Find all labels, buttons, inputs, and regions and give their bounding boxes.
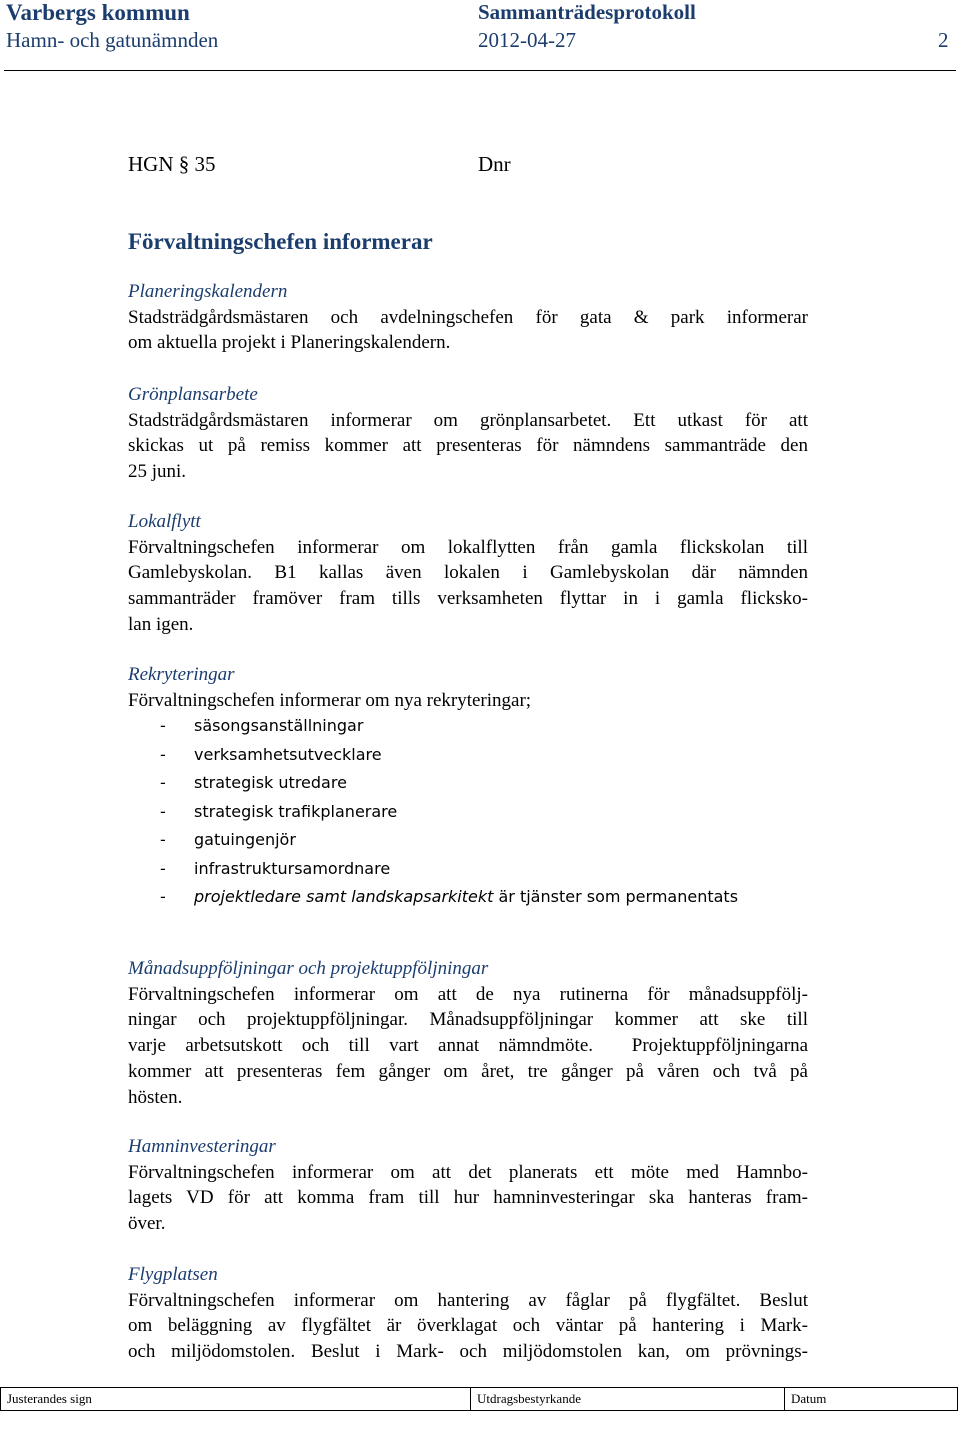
list-item: - säsongsanställningar (160, 712, 738, 741)
section-flygplatsen (128, 1262, 808, 1365)
section-manadsuppfoljningar (128, 956, 808, 1110)
list-dash: - (160, 773, 166, 792)
section-lokalflytt (128, 509, 808, 638)
paragraph-reference: HGN § 35 (128, 152, 216, 176)
body-line: Förvaltningschefen informerar om att de nya rutinerna för månadsuppfölj- (128, 983, 808, 1005)
body-line: kommer att presenteras fem gånger om året, tre gånger på våren och två på (128, 1060, 808, 1082)
section-heading: Rekryteringar (128, 664, 235, 685)
section-heading: Planeringskalendern (128, 281, 288, 302)
body-line: ningar och projektuppföljningar. Månadsuppföljningar kommer att ske till (128, 1009, 808, 1031)
document-type: Sammanträdesprotokoll (478, 0, 696, 24)
body-line: varje arbetsutskott och till vart annat nämndmöte. Projektuppföljningarna (128, 1035, 808, 1057)
section-heading: Flygplatsen (128, 1264, 218, 1285)
list-item: - verksamhetsutvecklare (160, 741, 738, 770)
body-line: Förvaltningschefen informerar om hantering av fåglar på flygfältet. Beslut (128, 1289, 808, 1311)
list-dash: - (160, 744, 166, 764)
justerandes-sign-cell: Justerandes sign (1, 1388, 471, 1410)
body-line: Förvaltningschefen informerar om att det planerats ett möte med Hamnbo- (128, 1161, 808, 1183)
list-item: - strategisk utredare (160, 769, 738, 798)
body-line: om beläggning av flygfältet är överklagat och väntar på hantering i Mark- (128, 1315, 808, 1337)
list-dash: - (160, 830, 166, 849)
body-line: och miljödomstolen. Beslut i Mark- och miljödomstolen kan, om prövnings- (128, 1341, 808, 1363)
committee-name: Hamn- och gatunämnden (6, 28, 219, 52)
body-line: sammanträder framöver fram tills verksamheten flyttar in i gamla flicksko- (128, 588, 808, 610)
organization-name: Varbergs kommun (6, 0, 190, 25)
list-dash: - (160, 858, 166, 878)
section-heading: Lokalflytt (128, 511, 201, 532)
body-line: hösten. (128, 1086, 183, 1108)
list-dash: - (160, 716, 166, 735)
dnr-label: Dnr (478, 152, 511, 176)
section-rekryteringar (128, 662, 808, 713)
recruitment-list (160, 712, 738, 912)
section-heading: Grönplansarbete (128, 384, 258, 405)
datum-cell: Datum (791, 1391, 827, 1406)
list-item: - strategisk trafikplanerare (160, 798, 738, 827)
body-line: 25 juni. (128, 461, 187, 483)
section-gronplansarbete (128, 382, 808, 485)
page-title: Förvaltningschefen informerar (128, 229, 433, 254)
section-planeringskalendern (128, 279, 808, 356)
list-dash: - (160, 801, 166, 821)
body-line: Förvaltningschefen informerar om nya rekryteringar; (128, 689, 532, 711)
section-heading: Månadsuppföljningar och projektuppföljningar (128, 958, 489, 979)
signature-footer (0, 1387, 958, 1411)
list-item: - projektledare samt landskapsarkitekt är tjänster som permanentats (160, 883, 738, 912)
body-line: om aktuella projekt i Planeringskalendern. (128, 332, 451, 354)
body-line: Stadsträdgårdsmästaren och avdelningschefen för gata & park informerar (128, 306, 808, 328)
body-line: Förvaltningschefen informerar om lokalflytten från gamla flickskolan till (128, 536, 808, 558)
header-divider (4, 70, 956, 71)
body-line: lagets VD för att komma fram till hur hamninvesteringar ska hanteras fram- (128, 1187, 808, 1209)
meeting-date: 2012-04-27 (478, 28, 576, 52)
body-line: Gamlebyskolan. B1 kallas även lokalen i Gamlebyskolan där nämnden (128, 562, 808, 584)
body-line: lan igen. (128, 613, 194, 635)
section-heading: Hamninvesteringar (128, 1136, 276, 1157)
body-line: Stadsträdgårdsmästaren informerar om grönplansarbetet. Ett utkast för att (128, 409, 808, 431)
body-line: skickas ut på remiss kommer att presenteras för nämndens sammanträde den (128, 435, 808, 457)
list-item: - gatuingenjör (160, 826, 738, 855)
list-item: - infrastruktursamordnare (160, 855, 738, 884)
body-line: över. (128, 1213, 166, 1235)
list-dash: - (160, 887, 166, 906)
page-number: 2 (938, 28, 949, 52)
utdragsbestyrkande-cell: Utdragsbestyrkande (471, 1388, 785, 1410)
section-hamninvesteringar (128, 1134, 808, 1237)
